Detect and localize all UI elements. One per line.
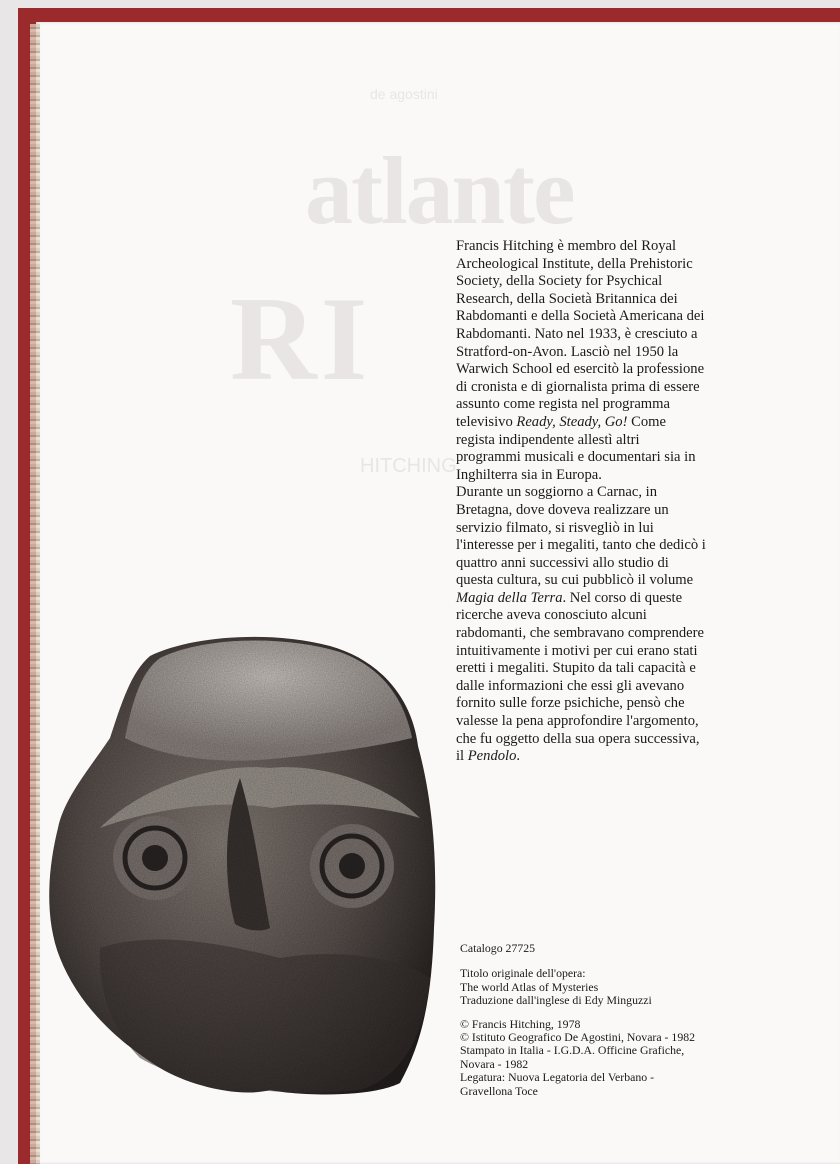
ghost-title-top: atlante (305, 137, 574, 244)
bio-paragraph-2: Durante un soggiorno a Carnac, in Bretagna, dove doveva realizzare un servizio filmato, si risvegliò in lui l'interesse per i megaliti, tanto che dedicò i quattro anni successivi allo studio di questa cultura, su cui pubblicò il volume Magia della Terra. Nel corso di queste ricerche aveva conosciuto alcuni rabdomanti, che sembravano comprendere intuitivamente i motivi per cui erano stati eretti i megaliti. Stupito da tali capacità e dalle informazioni che essi gli avevano fornito sulle forze psichiche, pensò che valesse la pena approfondire l'argomento, che fu oggetto della sua opera successiva, il Pendolo. (456, 484, 706, 765)
translator: Traduzione dall'inglese di Edy Minguzzi (460, 993, 652, 1008)
printer: Stampato in Italia - I.G.D.A. Officine Grafiche, Novara - 1982 (460, 1043, 685, 1071)
binder: Legatura: Nuova Legatoria del Verbano - Gravellona Toce (460, 1070, 655, 1098)
colophon (460, 942, 700, 1098)
original-title-block: Titolo originale dell'opera: The world Atlas of Mysteries Traduzione dall'inglese di Edy Minguzzi (460, 967, 700, 1007)
bio-paragraph-1: Francis Hitching è membro del Royal Archeological Institute, della Prehistoric Society, della Society for Psychical Research, della Società Britannica dei Rabdomanti e della Società Americana dei Rabdomanti. Nato nel 1933, è cresciuto a Stratford-on-Avon. Lasciò nel 1950 la Warwich School ed esercitò la professione di cronista e di giornalista prima di essere assunto come regista nel programma televisivo Ready, Steady, Go! Come regista indipendente allestì altri programmi musicali e documentari sia in Inghilterra sia in Europa. (456, 238, 705, 483)
copyright-author: © Francis Hitching, 1978 (460, 1016, 581, 1031)
tv-program-title: Ready, Steady, Go! (516, 413, 628, 430)
carved-stone-owl-head-image (40, 628, 440, 1098)
page-gutter (30, 24, 40, 1164)
catalog-number: Catalogo 27725 (460, 941, 536, 955)
book-title-pendolo: Pendolo (467, 748, 517, 765)
book-title-magia: Magia della Terra (456, 589, 563, 606)
copyright-block (460, 1018, 700, 1098)
ghost-author: HITCHING (360, 455, 457, 477)
author-biography (456, 238, 706, 766)
ghost-title-bottom: RI (230, 272, 372, 405)
ghost-series: de agostini (370, 86, 438, 102)
copyright-publisher: © Istituto Geografico De Agostini, Novara - 1982 (460, 1030, 696, 1045)
original-title: The world Atlas of Mysteries (460, 979, 599, 994)
